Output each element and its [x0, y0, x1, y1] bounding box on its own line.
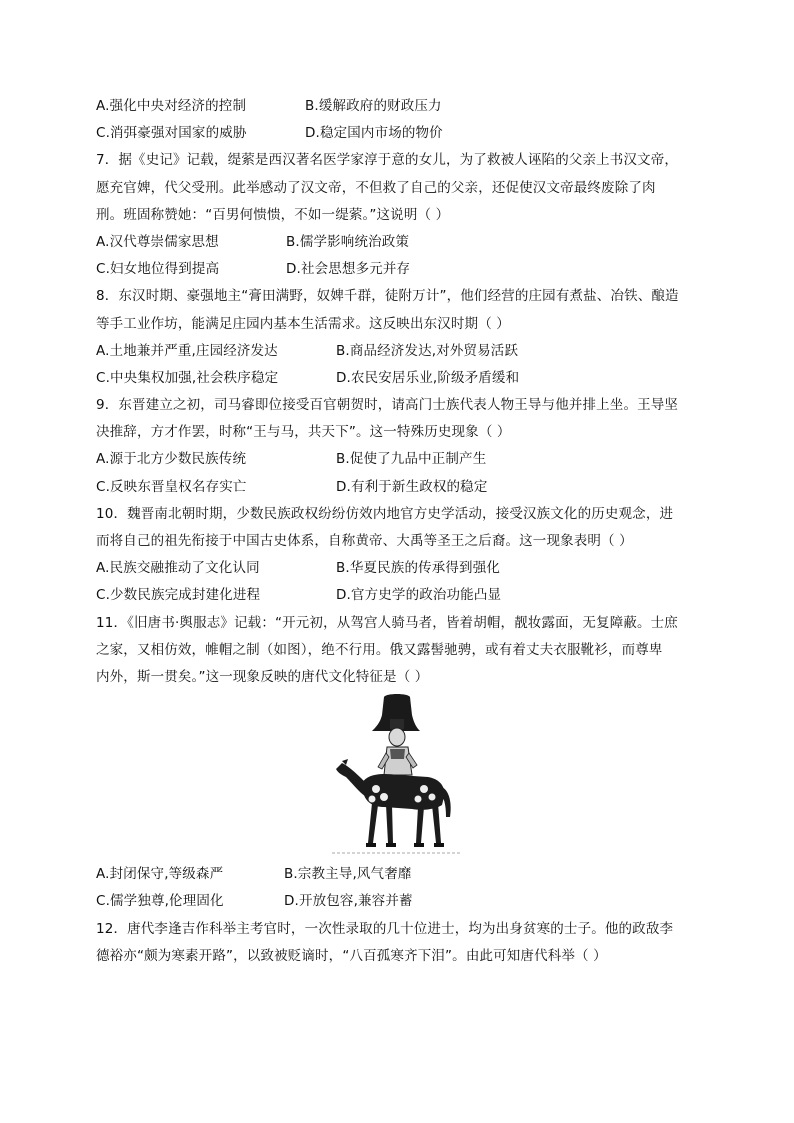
exam-page: [96, 93, 716, 970]
q11-option-d: D.开放包容,兼容并蓄: [284, 893, 413, 910]
q9-option-d: D.有利于新生政权的稳定: [336, 478, 488, 495]
q11-options-row-1: [96, 861, 716, 888]
q7-options-row-2: [96, 256, 716, 283]
q8-options-row-1: [96, 338, 716, 365]
q10-option-d: D.官方史学的政治功能凸显: [336, 587, 502, 604]
q10-option-c: C.少数民族完成封建化进程: [96, 587, 261, 604]
q7-stem-line: 刑。班固称赞她：“百男何愦愦，不如一缇萦。”这说明（ ）: [96, 206, 450, 223]
q7-option-d: D.社会思想多元并存: [286, 261, 411, 278]
q10-stem-line: 而将自己的祖先衔接于中国古史体系，自称黄帝、大禹等圣王之后裔。这一现象表明（ ）: [96, 533, 633, 549]
q9-option-a: A.源于北方少数民族传统: [96, 451, 247, 468]
q8-stem-line: 8．东汉时期、豪强地主“膏田满野，奴婢千群，徒附万计”，他们经营的庄园有煮盐、冶铁、酿造: [96, 288, 679, 305]
q8-stem-line: 等手工业作坊，能满足庄园内基本生活需求。这反映出东汉时期（ ）: [96, 315, 510, 332]
q7-options-row-1: [96, 229, 716, 256]
q8-option-b: B.商品经济发达,对外贸易活跃: [336, 342, 519, 359]
q7-stem-line: 愿充官婢，代父受刑。此举感动了汉文帝，不但救了自己的父亲，还促使汉文帝最终废除了肉: [96, 179, 656, 196]
q9-stem-line: 9．东晋建立之初，司马睿即位接受百官朝贺时，请高门士族代表人物王导与他并排上坐。王导坚: [96, 397, 679, 414]
q10-stem-line: 10．魏晋南北朝时期，少数民族政权纷纷仿效内地官方史学活动，接受汉族文化的历史观念，进: [96, 505, 674, 522]
q12-stem-line: 12．唐代李逢吉作科举主考官时，一次性录取的几十位进士，均为出身贫寒的士子。他的政敌李: [96, 920, 674, 937]
q6-option-d: D.稳定国内市场的物价: [305, 125, 443, 142]
q7-option-c: C.妇女地位得到提高: [96, 261, 220, 278]
q12-stem-line: 德裕亦“颇为寒素开路”，以致被贬谪时，“八百孤寒齐下泪”。由此可知唐代科举（ ）: [96, 947, 607, 964]
q9-option-c: C.反映东晋皇权名存实亡: [96, 478, 247, 495]
q11-option-b: B.宗教主导,风气奢靡: [284, 866, 412, 883]
q11-options-row-2: [96, 888, 716, 915]
q11-figure: [96, 691, 716, 861]
q9-options-row-1: [96, 446, 716, 473]
q6-option-c: C.消弭豪强对国家的威胁: [96, 125, 247, 142]
q7-option-b: B.儒学影响统治政策: [286, 233, 410, 250]
q9-options-row-2: [96, 474, 716, 501]
q8-option-c: C.中央集权加强,社会秩序稳定: [96, 369, 279, 386]
q10-option-b: B.华夏民族的传承得到强化: [336, 560, 501, 577]
q11-stem-line: 内外，斯一贯矣。”这一现象反映的唐代文化特征是（ ）: [96, 668, 429, 685]
q9-stem-line: 决推辞，方才作罢，时称“王与马，共天下”。这一特殊历史现象（ ）: [96, 424, 511, 441]
q11-option-a: A.封闭保守,等级森严: [96, 866, 224, 883]
q6-options-row-1: [96, 93, 716, 120]
q11-stem-line: 11．《旧唐书·舆服志》记载：“开元初，从驾宫人骑马者，皆着胡帽，靓妆露面，无复障蔽。士庶: [96, 614, 678, 631]
q11-option-c: C.儒学独尊,伦理固化: [96, 893, 224, 910]
q10-option-a: A.民族交融推动了文化认同: [96, 560, 260, 577]
tang-horse-rider-figurine-image: [332, 693, 462, 859]
q7-stem-line: 7．据《史记》记载，缇萦是西汉著名医学家淳于意的女儿，为了救被人诬陷的父亲上书汉文帝，: [96, 152, 679, 169]
q10-options-row-1: [96, 555, 716, 582]
q8-option-a: A.土地兼并严重,庄园经济发达: [96, 342, 278, 359]
q6-option-a: A.强化中央对经济的控制: [96, 98, 247, 114]
q7-option-a: A.汉代尊崇儒家思想: [96, 233, 219, 250]
q6-options-row-2: [96, 120, 716, 147]
q6-option-b: B.缓解政府的财政压力: [305, 98, 442, 114]
q11-stem-line: 之家，又相仿效，帷帽之制（如图），绝不行用。俄又露髻驰骋，或有着丈夫衣服靴衫，而尊卑: [96, 641, 663, 658]
q9-option-b: B.促使了九品中正制产生: [336, 451, 487, 468]
q8-option-d: D.农民安居乐业,阶级矛盾缓和: [336, 369, 520, 386]
q8-options-row-2: [96, 365, 716, 392]
q10-options-row-2: [96, 582, 716, 609]
